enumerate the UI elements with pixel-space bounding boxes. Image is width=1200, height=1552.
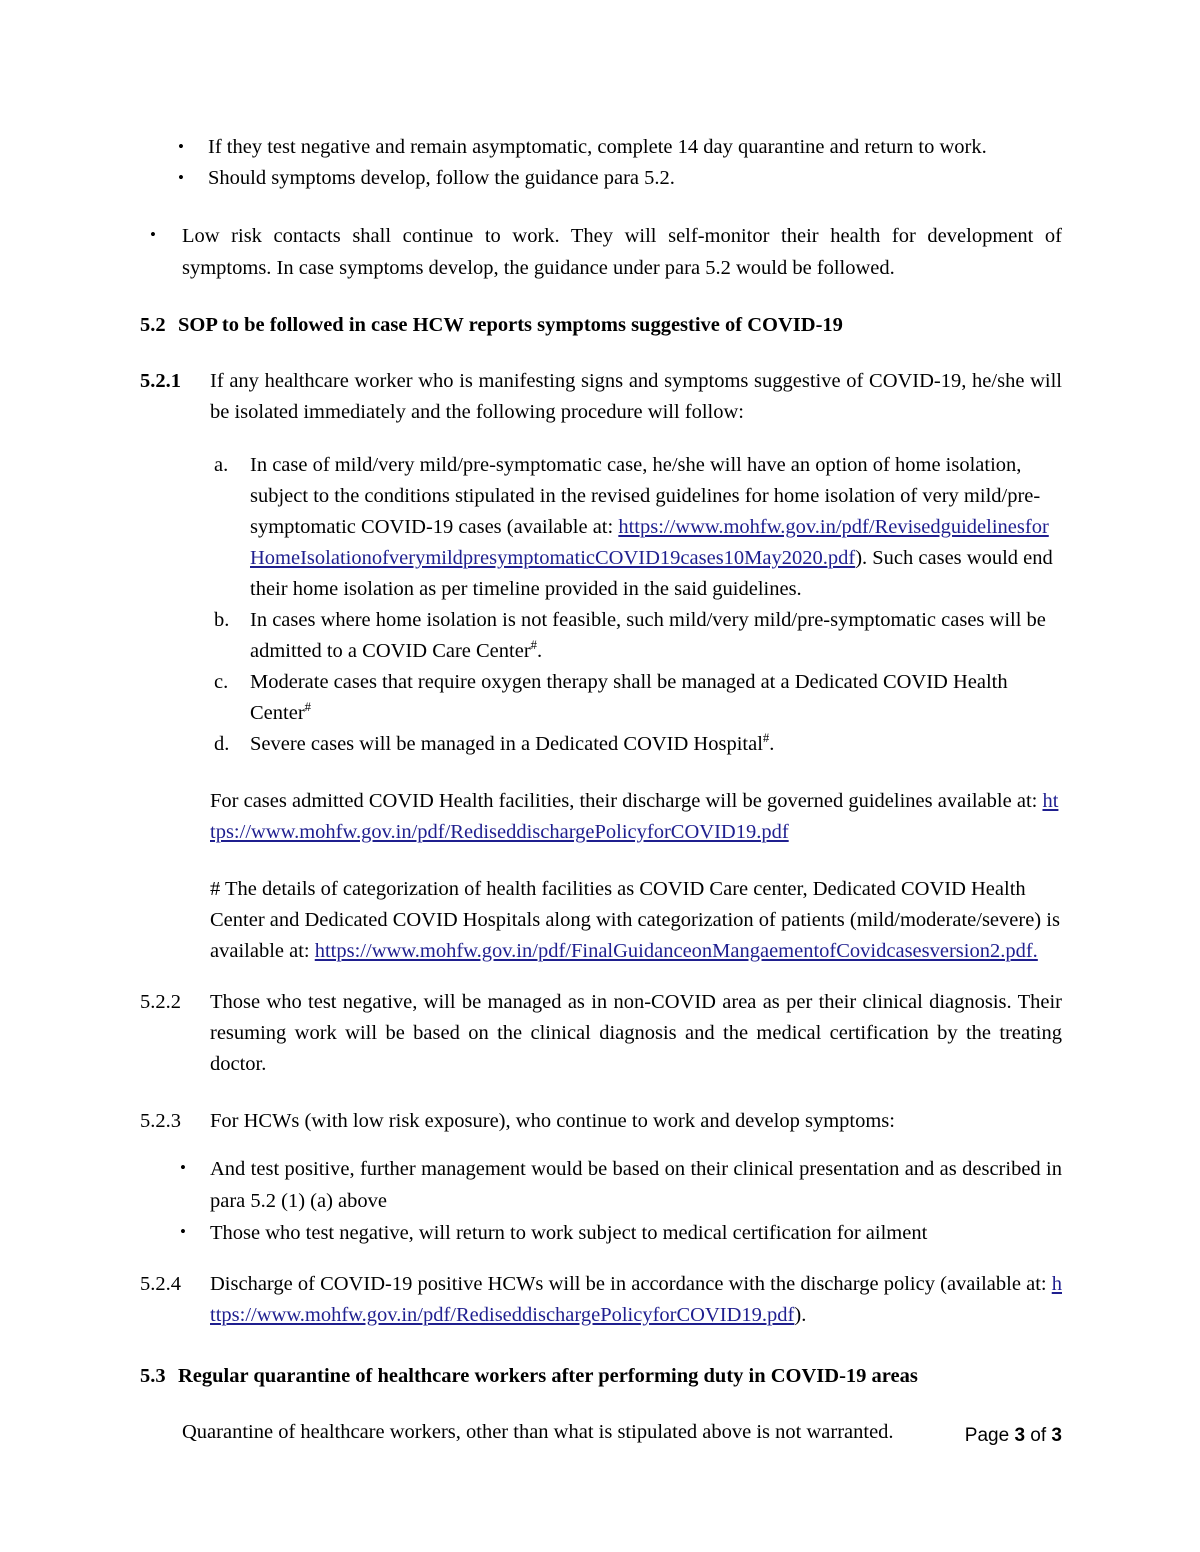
footer-middle: of bbox=[1025, 1425, 1052, 1446]
bullet-text: Low risk contacts shall continue to work. They will self-monitor their health for development of symptoms. In case symptoms develop, the guidance under para 5.2 would be followed. bbox=[182, 225, 1062, 279]
item-text-lead: Moderate cases that require oxygen therapy shall be managed at a Dedicated COVID Health Center bbox=[250, 671, 1008, 724]
clause-5-2-1 bbox=[140, 366, 1062, 428]
section-title: SOP to be followed in case HCW reports symptoms suggestive of COVID-19 bbox=[178, 314, 843, 336]
spacer bbox=[140, 194, 1062, 220]
discharge-guidelines-paragraph bbox=[140, 786, 1062, 848]
footnote-marker: # bbox=[304, 700, 312, 715]
item-text-tail: . bbox=[537, 640, 543, 662]
item-marker: a. bbox=[214, 454, 229, 476]
clause-number: 5.2.3 bbox=[140, 1110, 181, 1132]
item-text-lead: In case of mild/very mild/pre-symptomatic case, he/she will have an option of home isolation, subject to the conditions stipulated in the revised guidelines for home isolation of very mild/pre-symptomatic COVID-19 cases (available at: bbox=[250, 454, 1041, 538]
footnote-marker: # bbox=[530, 638, 538, 653]
footer-current-page: 3 bbox=[1014, 1425, 1026, 1446]
list-item bbox=[140, 1217, 1062, 1249]
clause-number: 5.2.2 bbox=[140, 991, 181, 1013]
clause-text-tail: ). bbox=[794, 1304, 807, 1326]
list-item-d bbox=[140, 729, 1062, 760]
clause-5-2-4 bbox=[140, 1269, 1062, 1331]
list-item bbox=[140, 163, 1062, 194]
item-marker: d. bbox=[214, 733, 230, 755]
document-body bbox=[140, 132, 1062, 1448]
spacer bbox=[140, 1080, 1062, 1106]
paragraph-text: # The details of categorization of health facilities as COVID Care center, Dedicated COVID Health Center and Dedicated COVID Hospitals along with categorization of patients (mild/moderate/severe) is available at: bbox=[210, 878, 1060, 962]
item-text-lead: In cases where home isolation is not feasible, such mild/very mild/pre-symptomatic cases will be admitted to a COVID Care Center bbox=[250, 609, 1046, 662]
list-item-a bbox=[140, 450, 1062, 605]
spacer bbox=[140, 340, 1062, 366]
spacer bbox=[140, 1137, 1062, 1153]
spacer bbox=[140, 428, 1062, 450]
footnote-marker: # bbox=[762, 731, 770, 746]
clause-text: If any healthcare worker who is manifesting signs and symptoms suggestive of COVID-19, he/she will be isolated immediately and the following procedure will follow: bbox=[210, 370, 1062, 423]
clause-5-2-3 bbox=[140, 1106, 1062, 1137]
clause-5-2-2 bbox=[140, 987, 1062, 1080]
bullet-text: Those who test negative, will return to work subject to medical certification for ailment bbox=[210, 1222, 928, 1244]
footer-prefix: Page bbox=[964, 1425, 1015, 1446]
section-number: 5.3 bbox=[140, 1365, 166, 1387]
item-text-tail: . bbox=[769, 733, 775, 755]
bullet-text: Should symptoms develop, follow the guidance para 5.2. bbox=[208, 167, 675, 189]
clause-5-2-3-bullet-list bbox=[140, 1153, 1062, 1249]
spacer bbox=[140, 1331, 1062, 1361]
clause-text: For HCWs (with low risk exposure), who continue to work and develop symptoms: bbox=[210, 1110, 895, 1132]
bullet-text: If they test negative and remain asymptomatic, complete 14 day quarantine and return to work. bbox=[208, 136, 987, 158]
paragraph-text: Quarantine of healthcare workers, other than what is stipulated above is not warranted. bbox=[182, 1421, 894, 1443]
top-bullet-list bbox=[140, 132, 1062, 194]
discharge-policy-link-2[interactable]: https://www.mohfw.gov.in/pdf/RediseddischargePolicyforCOVID19.pdf bbox=[210, 1273, 1062, 1326]
spacer bbox=[140, 967, 1062, 987]
low-risk-bullet-list bbox=[140, 220, 1062, 284]
list-item bbox=[140, 220, 1062, 284]
paragraph-text: For cases admitted COVID Health facilities, their discharge will be governed guidelines available at: bbox=[210, 790, 1043, 812]
home-isolation-guidelines-link[interactable]: https://www.mohfw.gov.in/pdf/RevisedguidelinesforHomeIsolationofverymildpresymptomaticCOVID19cases10May2020.pdf bbox=[250, 516, 1049, 569]
footnote-paragraph bbox=[140, 874, 1062, 967]
spacer bbox=[140, 1249, 1062, 1269]
section-number: 5.2 bbox=[140, 314, 166, 336]
spacer bbox=[140, 1391, 1062, 1417]
section-title: Regular quarantine of healthcare workers after performing duty in COVID-19 areas bbox=[178, 1365, 918, 1387]
list-item-c bbox=[140, 667, 1062, 729]
item-text-tail: ). Such cases would end their home isolation as per timeline provided in the said guidelines. bbox=[250, 547, 1053, 600]
section-heading-5-3 bbox=[140, 1361, 1062, 1391]
item-marker: b. bbox=[214, 609, 230, 631]
spacer bbox=[140, 760, 1062, 786]
bullet-text: And test positive, further management would be based on their clinical presentation and as described in para 5.2 (1) (a) above bbox=[210, 1158, 1062, 1212]
footer-total-pages: 3 bbox=[1051, 1425, 1062, 1446]
lettered-list bbox=[140, 450, 1062, 760]
final-guidance-link[interactable]: https://www.mohfw.gov.in/pdf/FinalGuidanceonMangaementofCovidcasesversion2.pdf. bbox=[314, 940, 1038, 962]
section-heading-5-2 bbox=[140, 310, 1062, 340]
item-marker: c. bbox=[214, 671, 229, 693]
clause-text-lead: Discharge of COVID-19 positive HCWs will be in accordance with the discharge policy (available at: bbox=[210, 1273, 1052, 1295]
spacer bbox=[140, 848, 1062, 874]
list-item-b bbox=[140, 605, 1062, 667]
item-text-lead: Severe cases will be managed in a Dedicated COVID Hospital bbox=[250, 733, 763, 755]
page-footer bbox=[140, 1425, 1062, 1447]
clause-number: 5.2.1 bbox=[140, 370, 181, 392]
discharge-policy-link[interactable]: https://www.mohfw.gov.in/pdf/RediseddischargePolicyforCOVID19.pdf bbox=[210, 790, 1059, 843]
clause-number: 5.2.4 bbox=[140, 1273, 181, 1295]
spacer bbox=[140, 284, 1062, 310]
list-item bbox=[140, 1153, 1062, 1217]
list-item bbox=[140, 132, 1062, 163]
clause-text: Those who test negative, will be managed as in non-COVID area as per their clinical diagnosis. Their resuming work will be based on the clinical diagnosis and the medical certification by the treating doctor. bbox=[210, 991, 1062, 1075]
